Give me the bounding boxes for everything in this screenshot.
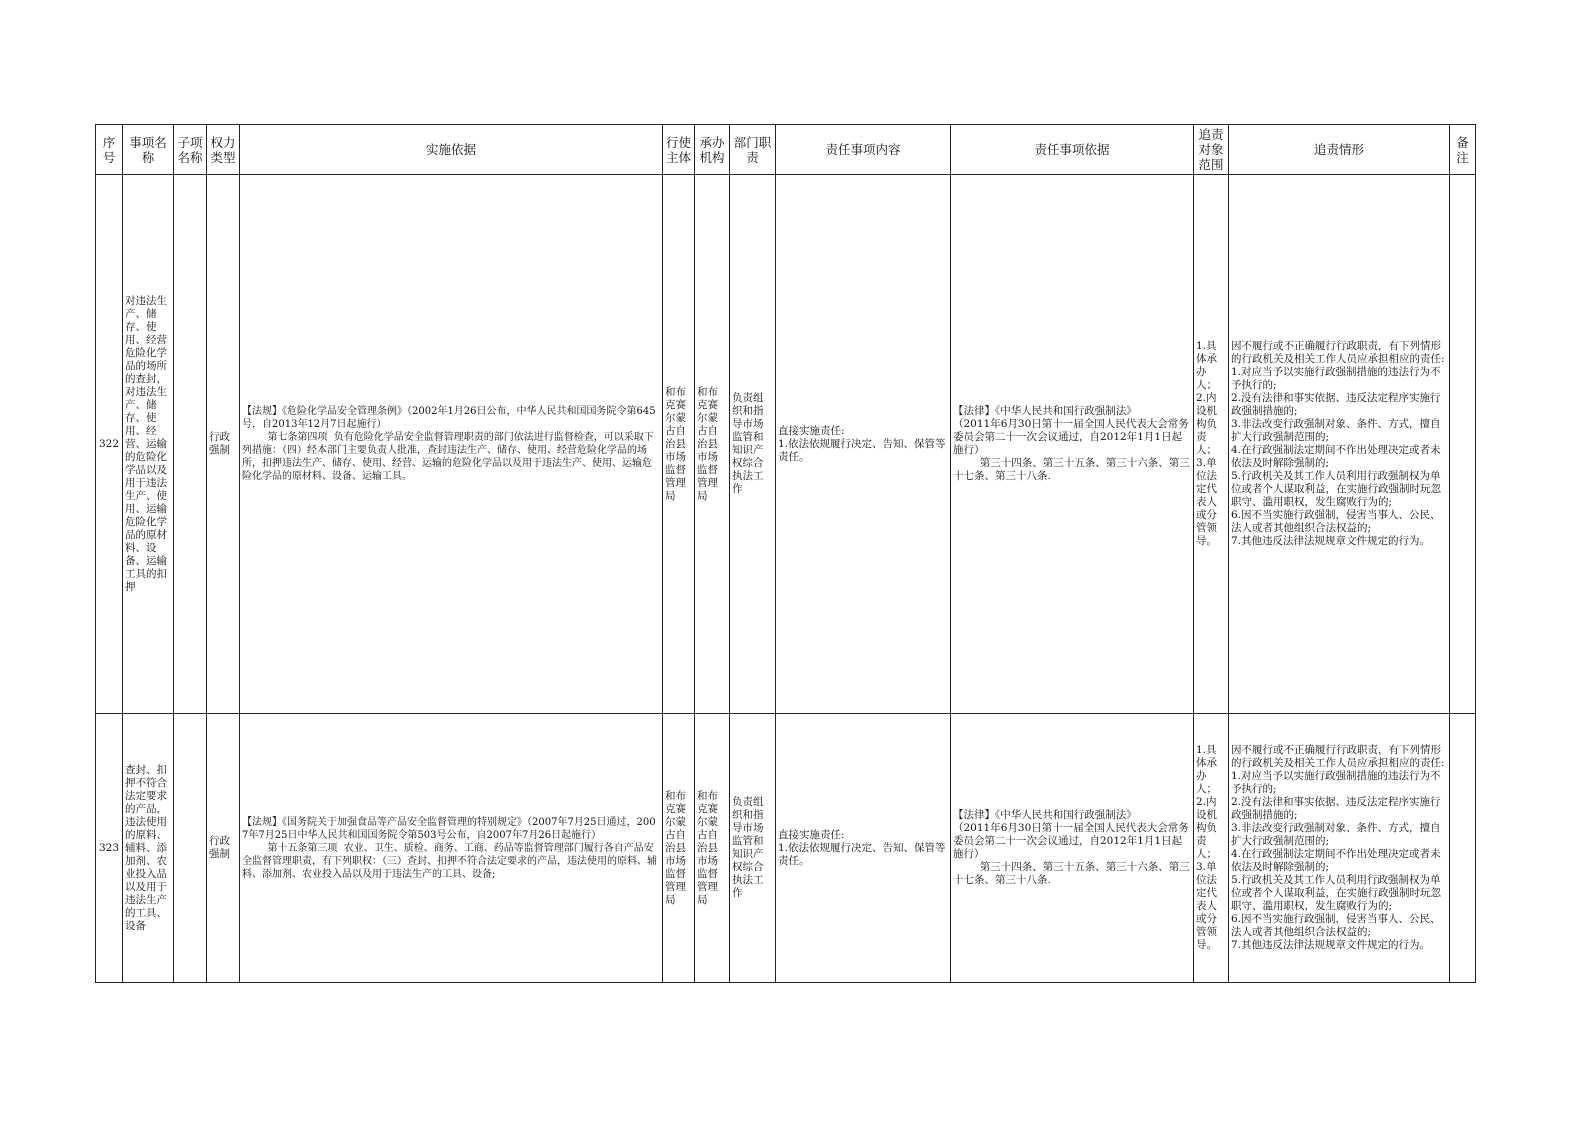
header-row bbox=[96, 125, 1476, 175]
header-power-type: 权力类型 bbox=[207, 125, 240, 175]
cell-subject: 和布克赛尔蒙古自治县市场监督管理局 bbox=[663, 175, 695, 714]
cell-sub-name bbox=[174, 175, 207, 714]
cell-item-name: 查封、扣押不符合法定要求的产品，违法使用的原料、辅料、添加剂、农业投入品以及用于违法生产的工具、设备 bbox=[123, 714, 174, 983]
table-row bbox=[96, 714, 1476, 983]
cell-dept-duty: 负责组织和指导市场监管和知识产权综合执法工作 bbox=[730, 714, 776, 983]
header-org: 承办机构 bbox=[695, 125, 730, 175]
cell-seq: 323 bbox=[96, 714, 123, 983]
header-sub-name: 子项名称 bbox=[174, 125, 207, 175]
cell-sub-name bbox=[174, 714, 207, 983]
cell-power-type: 行政强制 bbox=[207, 714, 240, 983]
cell-remark bbox=[1450, 175, 1476, 714]
cell-org: 和布克赛尔蒙古自治县市场监督管理局 bbox=[695, 714, 730, 983]
cell-subject: 和布克赛尔蒙古自治县市场监督管理局 bbox=[663, 714, 695, 983]
cell-item-name: 对违法生产、储存、使用、经营危险化学品的场所的查封，对违法生产、储存、使用、经营、运输的危险化学品以及用于违法生产、使用、运输危险化学品的原材料、设备、运输工具的扣押 bbox=[123, 175, 174, 714]
header-resp-content: 责任事项内容 bbox=[776, 125, 951, 175]
cell-situation: 因不履行或不正确履行行政职责，有下列情形的行政机关及相关工作人员应承担相应的责任: 1.对应当予以实施行政强制措施的违法行为不予执行的; 2.没有法律和事实依据、违反法定程序实施行政强制措施的; 3.非法改变行政强制对象、条件、方式，擅自扩大行政强制范围的; 4.在行政强制法定期间不作出处理决定或者未依法及时解除强制的; 5.行政机关及其工作人员利用行政强制权为单位或者个人谋取利益，在实施行政强制时玩忽职守、滥用职权，发生腐败行为的; 6.因不当实施行政强制，侵害当事人、公民、法人或者其他组织合法权益的; 7.其他违反法律法规规章文件规定的行为。 bbox=[1229, 714, 1450, 983]
cell-resp-basis: 【法律】《中华人民共和国行政强制法》 （2011年6月30日第十一届全国人民代表大会常务委员会第二十一次会议通过，自2012年1月1日起施行） 第三十四条、第三十五条、第三十六条、第三十七条、第三十八条. bbox=[951, 175, 1194, 714]
table-row bbox=[96, 175, 1476, 714]
cell-org: 和布克赛尔蒙古自治县市场监督管理局 bbox=[695, 175, 730, 714]
header-item-name: 事项名称 bbox=[123, 125, 174, 175]
power-list-table bbox=[95, 124, 1476, 983]
header-seq: 序号 bbox=[96, 125, 123, 175]
header-situation: 追责情形 bbox=[1229, 125, 1450, 175]
cell-power-type: 行政强制 bbox=[207, 175, 240, 714]
header-remark: 备注 bbox=[1450, 125, 1476, 175]
header-resp-basis: 责任事项依据 bbox=[951, 125, 1194, 175]
header-basis: 实施依据 bbox=[240, 125, 663, 175]
cell-scope: 1.具体承办人； 2.内设机构负责人； 3.单位法定代表人或分管领导。 bbox=[1194, 714, 1229, 983]
cell-scope: 1.具体承办人； 2.内设机构负责人； 3.单位法定代表人或分管领导。 bbox=[1194, 175, 1229, 714]
cell-situation: 因不履行或不正确履行行政职责，有下列情形的行政机关及相关工作人员应承担相应的责任: 1.对应当予以实施行政强制措施的违法行为不予执行的; 2.没有法律和事实依据、违反法定程序实施行政强制措施的; 3.非法改变行政强制对象、条件、方式，擅自扩大行政强制范围的; 4.在行政强制法定期间不作出处理决定或者未依法及时解除强制的; 5.行政机关及其工作人员利用行政强制权为单位或者个人谋取利益，在实施行政强制时玩忽职守、滥用职权，发生腐败行为的; 6.因不当实施行政强制，侵害当事人、公民、法人或者其他组织合法权益的; 7.其他违反法律法规规章文件规定的行为。 bbox=[1229, 175, 1450, 714]
header-subject: 行使主体 bbox=[663, 125, 695, 175]
cell-resp-content: 直接实施责任: 1.依法依规履行决定、告知、保管等责任。 bbox=[776, 714, 951, 983]
cell-seq: 322 bbox=[96, 175, 123, 714]
cell-resp-content: 直接实施责任: 1.依法依规履行决定、告知、保管等责任。 bbox=[776, 175, 951, 714]
header-scope: 追责对象范围 bbox=[1194, 125, 1229, 175]
header-dept-duty: 部门职责 bbox=[730, 125, 776, 175]
cell-basis: 【法规】《国务院关于加强食品等产品安全监督管理的特别规定》（2007年7月25日通过，2007年7月25日中华人民共和国国务院令第503号公布，自2007年7月26日起施行） 第十五条第三项 农业、卫生、质检、商务、工商、药品等监督管理部门履行各自产品安全监督管理职责，有下列职权：（三）查封、扣押不符合法定要求的产品，违法使用的原料、辅料、添加剂、农业投入品以及用于违法生产的工具、设备; bbox=[240, 714, 663, 983]
cell-resp-basis: 【法律】《中华人民共和国行政强制法》 （2011年6月30日第十一届全国人民代表大会常务委员会第二十一次会议通过，自2012年1月1日起施行） 第三十四条、第三十五条、第三十六条、第三十七条、第三十八条. bbox=[951, 714, 1194, 983]
cell-remark bbox=[1450, 714, 1476, 983]
cell-basis: 【法规】《危险化学品安全管理条例》（2002年1月26日公布，中华人民共和国国务院令第645号，自2013年12月7日起施行） 第七条第四项 负有危险化学品安全监督管理职责的部门依法进行监督检查，可以采取下列措施：（四）经本部门主要负责人批准，查封违法生产、储存、使用、经营危险化学品的场所，扣押违法生产、储存、使用、经营、运输的危险化学品以及用于违法生产、使用、运输危险化学品的原材料、设备、运输工具。 bbox=[240, 175, 663, 714]
cell-dept-duty: 负责组织和指导市场监管和知识产权综合执法工作 bbox=[730, 175, 776, 714]
